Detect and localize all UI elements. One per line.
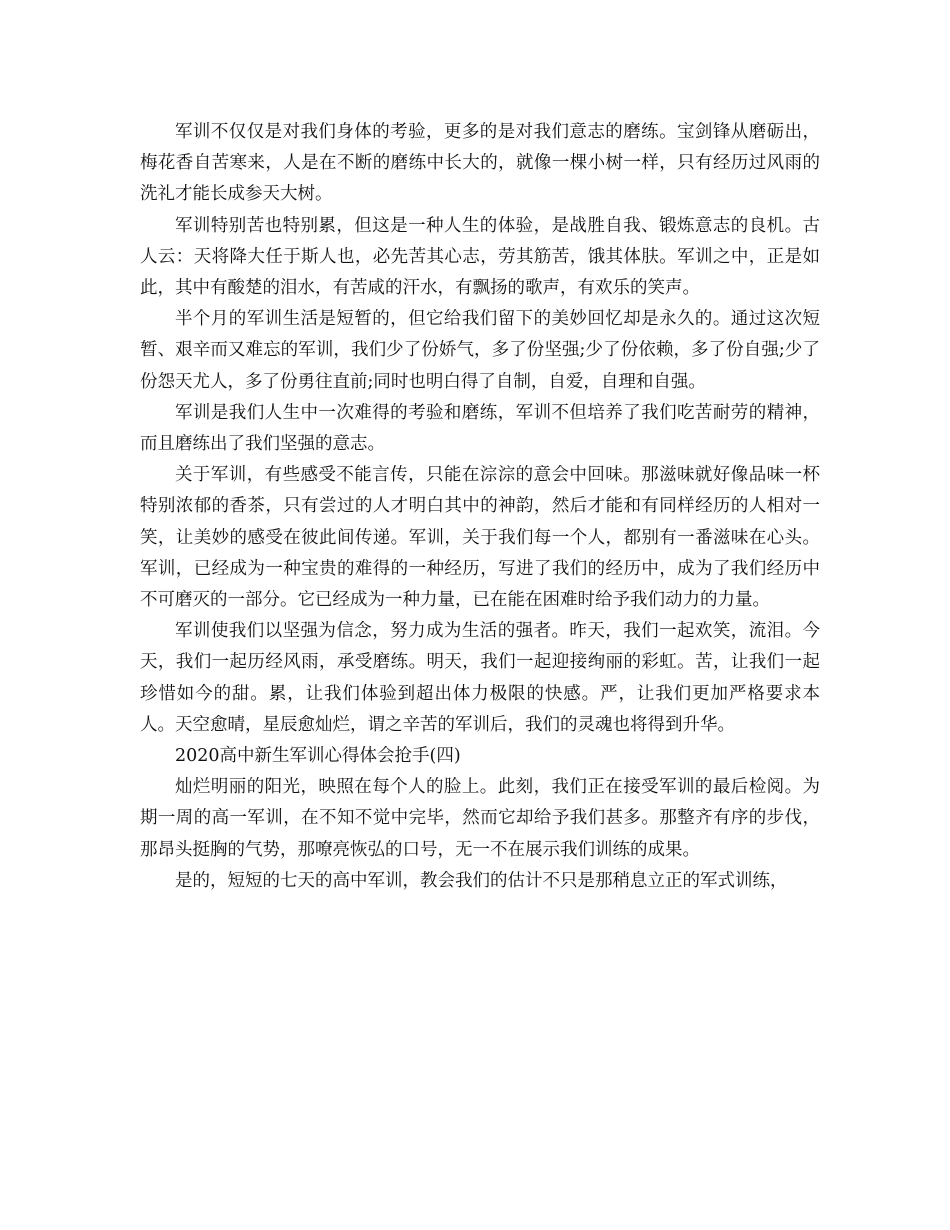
body-paragraph-2: 军训特别苦也特别累，但这是一种人生的体验，是战胜自我、锻炼意志的良机。古人云：天将降大任于斯人也，必先苦其心志，劳其筋苦，饿其体肤。军训之中，正是如此，其中有酸楚的泪水，有苦咸的汗水，有飘扬的歌声，有欢乐的笑声。 [140, 215, 820, 299]
section-paragraph-2: 是的，短短的七天的高中军训，教会我们的估计不只是那稍息立正的军式训练， [175, 870, 788, 891]
body-paragraph-5: 关于军训，有些感受不能言传，只能在淙淙的意会中回味。那滋味就好像品味一杯特别浓郁的香茶，只有尝过的人才明白其中的神韵，然后才能和有同样经历的人相对一笑，让美妙的感受在彼此间传递。军训，关于我们每一个人，都别有一番滋味在心头。军训，已经成为一种宝贵的难得的一种经历，写进了我们的经历中，成为了我们经历中不可磨灭的一部分。它已经成为一种力量，已在能在困难时给予我们动力的力量。 [140, 465, 820, 611]
section-paragraph-1: 灿烂明丽的阳光，映照在每个人的脸上。此刻，我们正在接受军训的最后检阅。为期一周的高一军训，在不知不觉中完毕，然而它却给予我们甚多。那整齐有序的步伐，那昂头挺胸的气势，那嘹亮恢弘的口号，无一不在展示我们训练的成果。 [140, 777, 820, 860]
body-paragraph-1: 军训不仅仅是对我们身体的考验，更多的是对我们意志的磨练。宝剑锋从磨砺出，梅花香自苦寒来，人是在不断的磨练中长大的，就像一棵小树一样，只有经历过风雨的洗礼才能长成参天大树。 [140, 122, 820, 205]
body-paragraph-3: 半个月的军训生活是短暂的，但它给我们留下的美妙回忆却是永久的。通过这次短暂、艰辛而又难忘的军训，我们少了份娇气，多了份坚强;少了份依赖，多了份自强;少了份怨天尤人，多了份勇往直前;同时也明白得了自制，自爱，自理和自强。 [140, 309, 820, 392]
body-paragraph-6: 军训使我们以坚强为信念，努力成为生活的强者。昨天，我们一起欢笑，流泪。今天，我们一起历经风雨，承受磨练。明天，我们一起迎接绚丽的彩虹。苦，让我们一起珍惜如今的甜。累，让我们体验到超出体力极限的快感。严，让我们更加严格要求本人。天空愈晴，星辰愈灿烂，谓之辛苦的军训后，我们的灵魂也将得到升华。 [140, 621, 820, 735]
section-heading: 2020高中新生军训心得体会抢手(四) [175, 746, 461, 767]
body-paragraph-4: 军训是我们人生中一次难得的考验和磨练，军训不但培养了我们吃苦耐劳的精神，而且磨练出了我们坚强的意志。 [140, 402, 820, 455]
